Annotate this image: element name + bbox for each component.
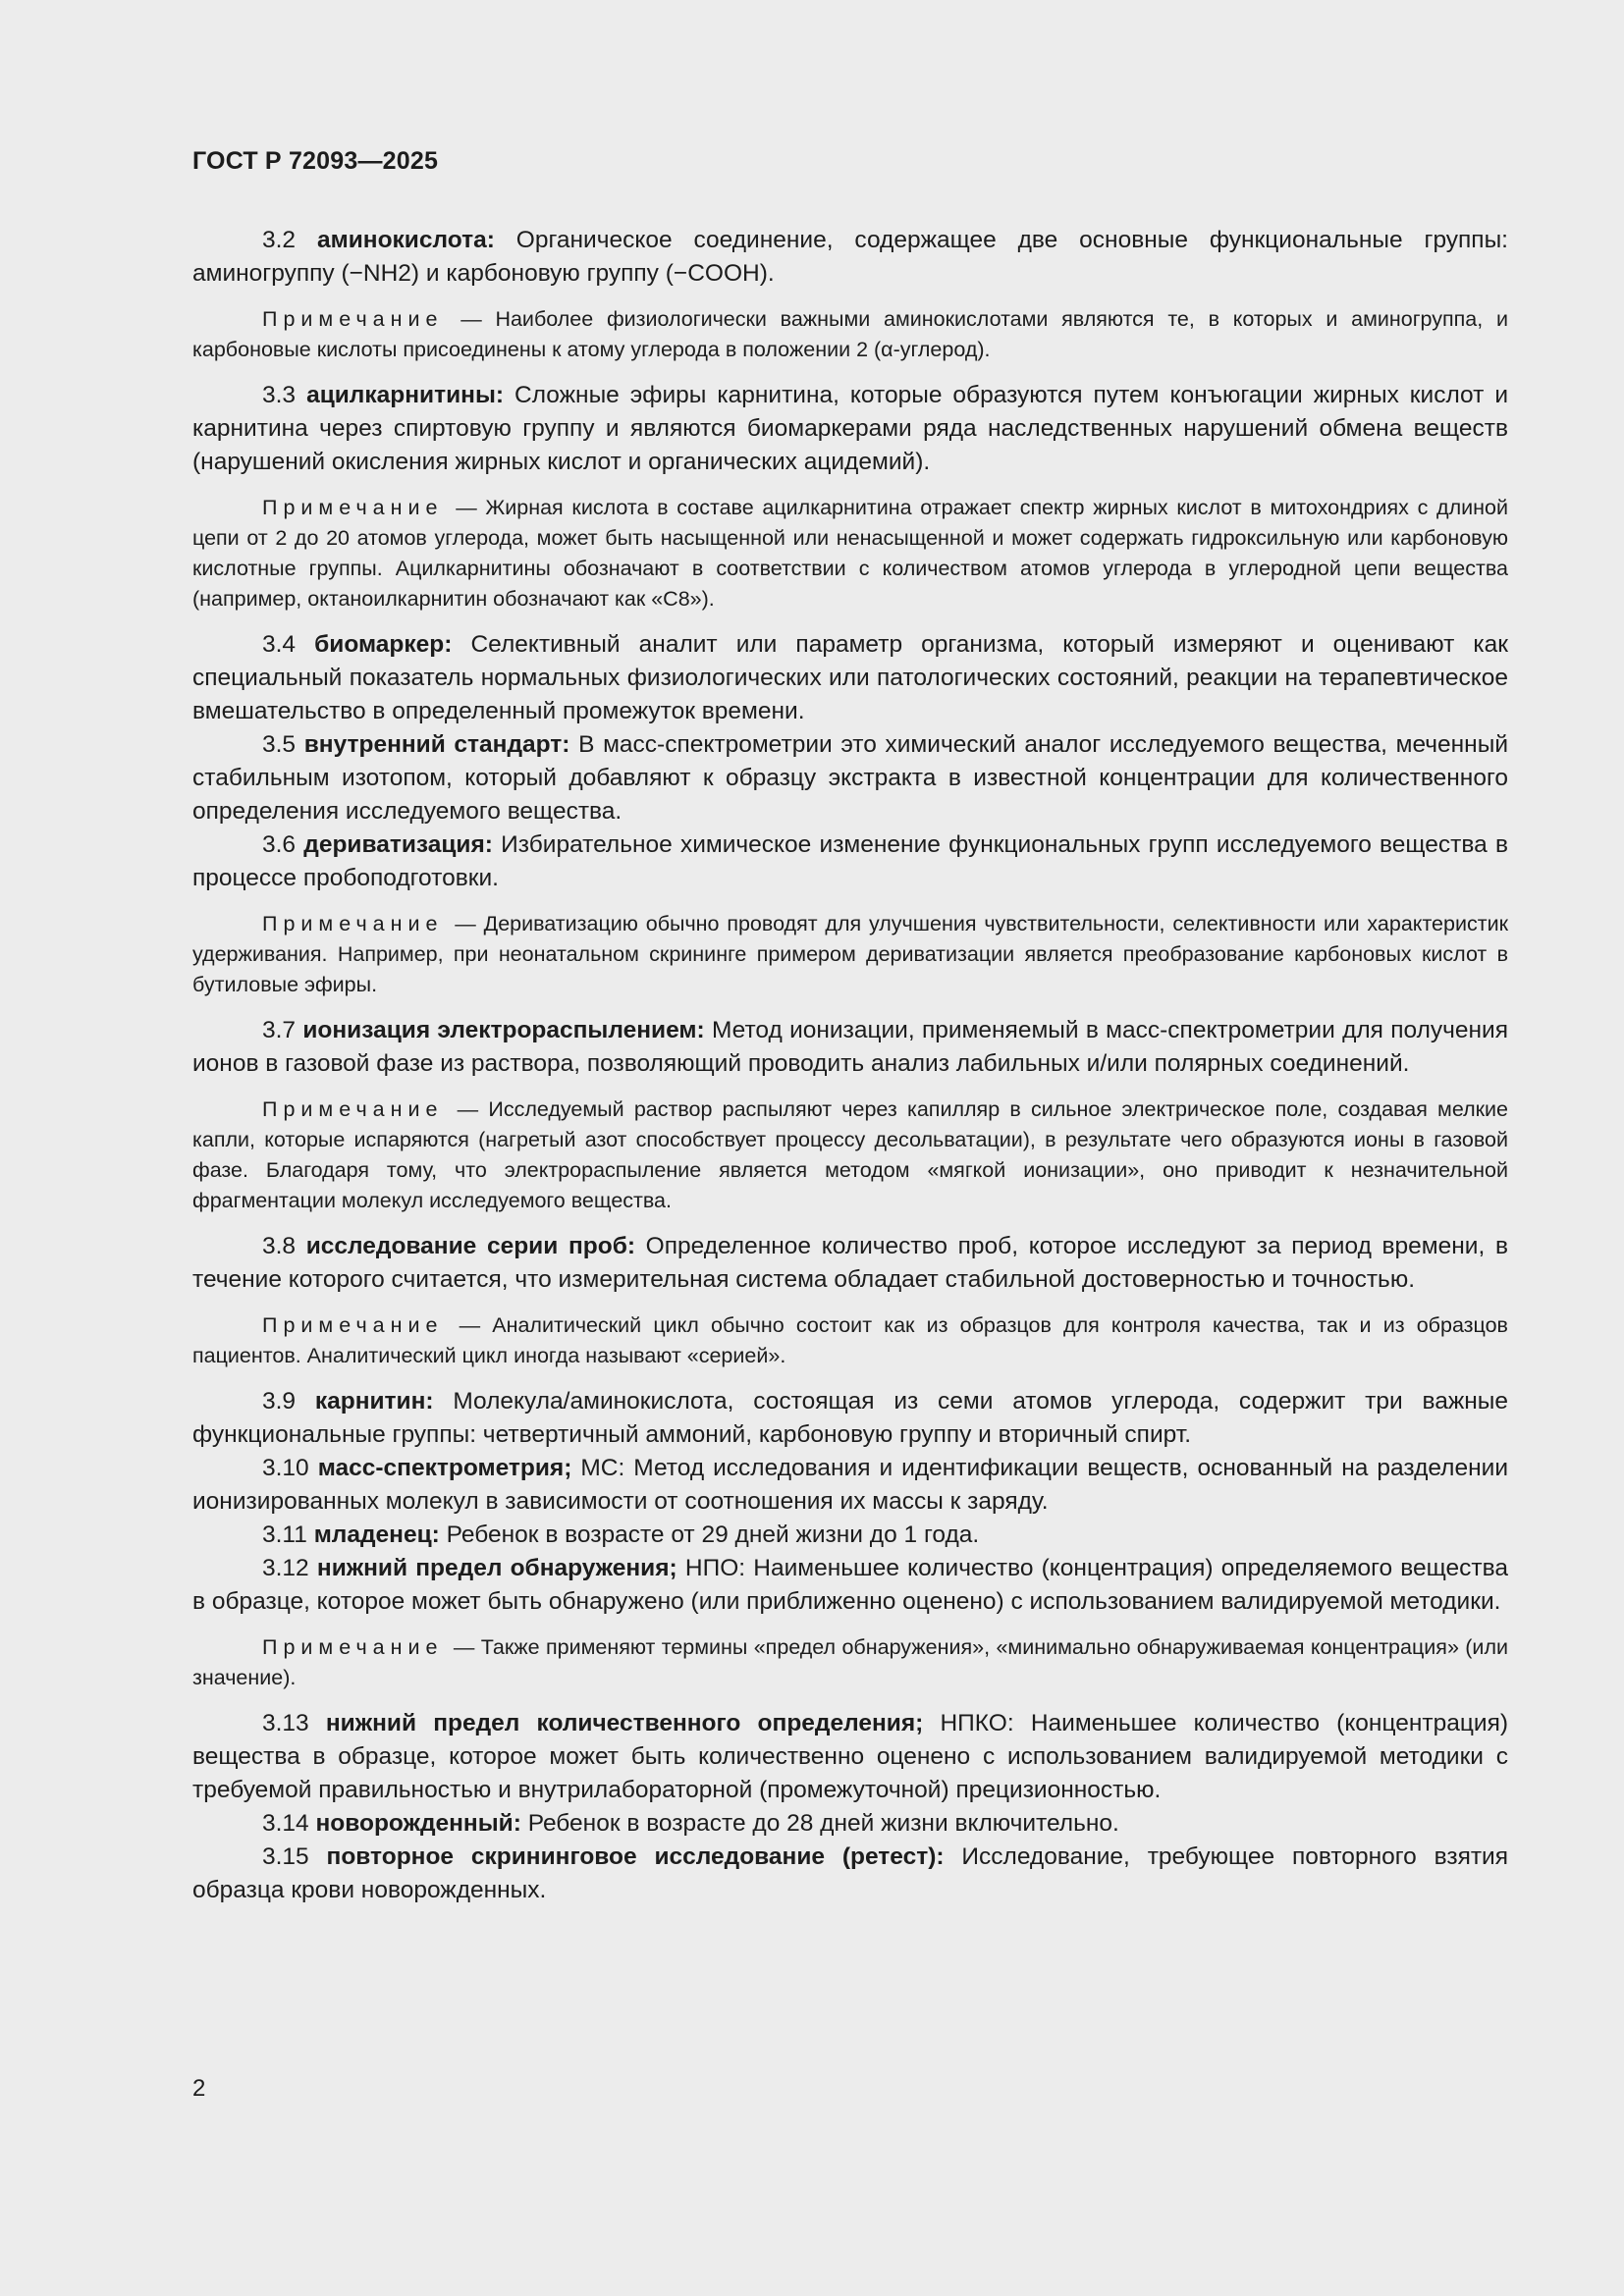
note-text: — Жирная кислота в составе ацилкарнитина отражает спектр жирных кислот в митохондриях с длиной цепи от 2 до 20 атомов углерода, может быть насыщенной или ненасыщенной и может содержать гидроксильную или карбоновую кислотные группы. Ацилкарнитины обозначают в соответствии с количеством атомов углерода в углеродной цепи вещества (например, октаноилкарнитин обозначают как «C8»). xyxy=(192,496,1508,611)
term-definition xyxy=(192,379,1508,479)
term-number: 3.15 xyxy=(262,1843,309,1870)
term-definition xyxy=(192,1014,1508,1081)
term-text: В масс-спектрометрии это химический аналог исследуемого вещества, меченный стабильным изотопом, который добавляют к образцу экстракта в известной концентрации для количественного определения исследуемого вещества. xyxy=(192,731,1509,825)
note-text: — Также применяют термины «предел обнаружения», «минимально обнаруживаемая концентрация» (или значение). xyxy=(192,1635,1508,1689)
note-label: Примечание xyxy=(262,1097,444,1121)
note-label: Примечание xyxy=(262,1313,444,1337)
term-text: Молекула/аминокислота, состоящая из семи атомов углерода, содержит три важные функциональные группы: четвертичный аммоний, карбоновую группу и вторичный спирт. xyxy=(192,1388,1508,1448)
note-text: — Наиболее физиологически важными аминокислотами являются те, в которых и аминогруппа, и карбоновые кислоты присоединены к атому углерода в положении 2 (α-углерод). xyxy=(192,307,1508,361)
note-text: — Аналитический цикл обычно состоит как из образцов для контроля качества, так и из образцов пациентов. Аналитический цикл иногда называют «серией». xyxy=(192,1313,1508,1367)
term-name: ионизация электрораспылением: xyxy=(302,1017,705,1043)
term-name: нижний предел обнаружения; xyxy=(316,1555,677,1581)
note-paragraph xyxy=(192,909,1508,1000)
term-definition xyxy=(192,1707,1508,1807)
term-text: Исследование, требующее повторного взятия образца крови новорожденных. xyxy=(192,1843,1509,1903)
term-number: 3.8 xyxy=(262,1233,297,1259)
term-definition xyxy=(192,1452,1508,1519)
note-label: Примечание xyxy=(262,912,444,935)
term-number: 3.13 xyxy=(262,1710,309,1736)
note-text: — Дериватизацию обычно проводят для улучшения чувствительности, селективности или характеристик удерживания. Например, при неонатальном скрининге примером дериватизации является преобразование карбоновых кислот в бутиловые эфиры. xyxy=(192,912,1508,996)
term-definition xyxy=(192,728,1508,828)
term-name: внутренний стандарт: xyxy=(303,731,570,758)
document-code-header: ГОСТ Р 72093—2025 xyxy=(192,147,439,175)
term-name: исследование серии проб: xyxy=(305,1233,635,1259)
term-number: 3.5 xyxy=(262,731,297,758)
term-text: Метод ионизации, применяемый в масс-спектрометрии для получения ионов в газовой фазе из раствора, позволяющий проводить анализ лабильных и/или полярных соединений. xyxy=(192,1017,1508,1077)
term-text: Ребенок в возрасте от 29 дней жизни до 1 года. xyxy=(446,1522,980,1548)
note-label: Примечание xyxy=(262,307,444,331)
term-name: аминокислота: xyxy=(316,227,495,253)
term-text: Избирательное химическое изменение функциональных групп исследуемого вещества в процессе пробоподготовки. xyxy=(192,831,1508,891)
term-number: 3.12 xyxy=(262,1555,309,1581)
term-number: 3.11 xyxy=(262,1522,307,1548)
term-definition xyxy=(192,1385,1508,1452)
term-definition xyxy=(192,828,1508,895)
term-text: НПКО: Наименьшее количество (концентрация) вещества в образце, которое может быть количественно оценено с использованием валидируемой методики с требуемой правильностью и внутрилабораторной (промежуточной) прецизионностью. xyxy=(192,1710,1508,1803)
term-text: НПО: Наименьшее количество (концентрация) определяемого вещества в образце, которое может быть обнаружено (или приближенно оценено) с использованием валидируемой методики. xyxy=(192,1555,1509,1615)
term-name: биомаркер: xyxy=(314,631,453,658)
term-name: новорожденный: xyxy=(315,1810,521,1837)
note-text: — Исследуемый раствор распыляют через капилляр в сильное электрическое поле, создавая мелкие капли, которые испаряются (нагретый азот способствует процессу десольватации), в результате чего образуются ионы в газовой фазе. Благодаря тому, что электрораспыление является методом «мягкой ионизации», оно приводит к незначительной фрагментации молекул исследуемого вещества. xyxy=(192,1097,1508,1212)
term-name: ацилкарнитины: xyxy=(306,382,505,408)
term-definition xyxy=(192,628,1508,728)
term-name: дериватизация: xyxy=(303,831,493,858)
term-number: 3.4 xyxy=(262,631,297,658)
term-number: 3.7 xyxy=(262,1017,297,1043)
term-definition xyxy=(192,1841,1508,1907)
term-text: Органическое соединение, содержащее две основные функциональные группы: аминогруппу (−NH2) и карбоновую группу (−COOH). xyxy=(192,227,1508,287)
term-number: 3.3 xyxy=(262,382,297,408)
term-number: 3.14 xyxy=(262,1810,309,1837)
term-number: 3.10 xyxy=(262,1455,309,1481)
term-name: повторное скрининговое исследование (ретест): xyxy=(326,1843,945,1870)
note-paragraph xyxy=(192,1095,1508,1216)
term-definition xyxy=(192,1519,1508,1552)
term-name: карнитин: xyxy=(314,1388,434,1415)
term-name: младенец: xyxy=(313,1522,440,1548)
page-number: 2 xyxy=(192,2075,206,2102)
term-name: масс-спектрометрия; xyxy=(317,1455,572,1481)
term-text: МС: Метод исследования и идентификации веществ, основанный на разделении ионизированных молекул в зависимости от соотношения их массы к заряду. xyxy=(192,1455,1509,1515)
term-text: Определенное количество проб, которое исследуют за период времени, в течение которого считается, что измерительная система обладает стабильной достоверностью и точностью. xyxy=(192,1233,1508,1293)
term-number: 3.2 xyxy=(262,227,297,253)
term-number: 3.6 xyxy=(262,831,297,858)
term-text: Ребенок в возрасте до 28 дней жизни включительно. xyxy=(527,1810,1119,1837)
term-text: Сложные эфиры карнитина, которые образуются путем конъюгации жирных кислот и карнитина через спиртовую группу и являются биомаркерами ряда наследственных нарушений обмена веществ (нарушений окисления жирных кислот и органических ацидемий). xyxy=(192,382,1509,475)
note-paragraph xyxy=(192,1310,1508,1371)
term-number: 3.9 xyxy=(262,1388,297,1415)
term-definition xyxy=(192,1807,1508,1841)
term-text: Селективный аналит или параметр организма, который измеряют и оценивают как специальный показатель нормальных физиологических или патологических состояний, реакции на терапевтическое вмешательство в определенный промежуток времени. xyxy=(192,631,1508,724)
document-body xyxy=(192,224,1508,1907)
note-paragraph xyxy=(192,1632,1508,1693)
term-definition xyxy=(192,224,1508,291)
term-definition xyxy=(192,1230,1508,1297)
note-label: Примечание xyxy=(262,496,444,519)
note-paragraph xyxy=(192,304,1508,365)
term-name: нижний предел количественного определения; xyxy=(325,1710,924,1736)
term-definition xyxy=(192,1552,1508,1619)
note-label: Примечание xyxy=(262,1635,444,1659)
note-paragraph xyxy=(192,493,1508,614)
